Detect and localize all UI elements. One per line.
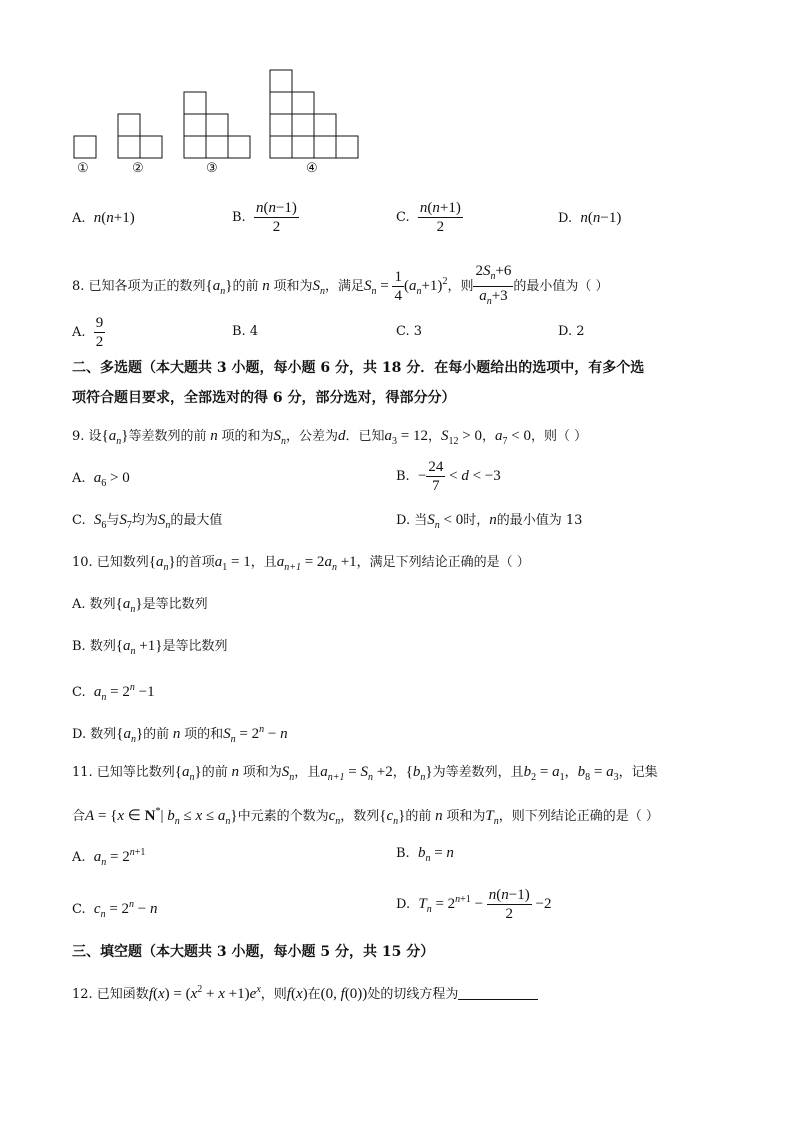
q11-option-b[interactable]: B. $b_n = n$ (396, 845, 454, 864)
q11-option-a[interactable]: A. $a_n = 2^{n+1}$ (72, 847, 146, 868)
section2-heading-line2: 项符合题目要求，全部选对的得 6 分，部分选对，得部分分） (72, 390, 456, 406)
q11-stem-line1: 11. 已知等比数列$\{a_n\}$的前 n 项和为$S_n$，且$a_{n+1} = S_n +2$，$\{b_n\}$为等差数列，且$b_2 = a_1$，$b_8 = a_3$，记集 (72, 764, 658, 783)
figure-1 (74, 136, 96, 158)
q8-option-a[interactable]: A. $\frac{9}{2}$ (72, 315, 104, 350)
q8-option-d[interactable]: D. 2 (558, 324, 585, 339)
q10-option-a[interactable]: A. 数列$\{a_n\}$是等比数列 (72, 596, 208, 615)
figure-label-4: ④ (306, 161, 318, 176)
q7-option-d[interactable]: D. n(n−1) (558, 210, 622, 226)
section3-heading: 三、填空题（本大题共 3 小题，每小题 5 分，共 15 分） (72, 944, 435, 960)
q10-stem: 10. 已知数列$\{a_n\}$的首项$a_1 = 1$，且$a_{n+1} = 2a_n +1$，满足下列结论正确的是（ ） (72, 554, 530, 573)
q11-stem-line2: 合A = {x ∈ N*| $b_n \le x \le a_n$}中元素的个数为$c_n$，数列$\{c_n\}$的前 n 项和为$T_n$，则下列结论正确的是（ ） (72, 806, 659, 827)
figure-3 (184, 92, 250, 158)
figure-label-2: ② (132, 161, 144, 176)
q9-option-a[interactable]: A. $a_6 > 0$ (72, 470, 130, 489)
q9-option-b[interactable]: B. − $\frac{24}{7}$ < d < −3 (396, 459, 501, 494)
figure-label-1: ① (77, 161, 89, 176)
q8-option-b[interactable]: B. 4 (232, 324, 259, 339)
q10-option-c[interactable]: C. $a_n = 2^n -1$ (72, 682, 155, 703)
staircase-figure (60, 60, 380, 185)
q9-option-c[interactable]: C. $S_6$与$S_7$均为$S_n$的最大值 (72, 512, 223, 531)
q10-option-b[interactable]: B. 数列$\{a_n +1\}$是等比数列 (72, 638, 228, 657)
q7-option-b[interactable]: B. $\frac{n(n-1)}{2}$ (232, 200, 297, 235)
figure-label-3: ③ (206, 161, 218, 176)
q7-option-c[interactable]: C. $\frac{n(n+1)}{2}$ (396, 200, 461, 235)
q12-stem: 12. 已知函数$f(x) = (x^2 + x +1)e^x$，则f(x)在(0, f(0))处的切线方程为 (72, 980, 538, 1005)
q10-option-d[interactable]: D. 数列$\{a_n\}$的前 n 项的和$S_n = 2^n - n$ (72, 724, 288, 745)
q8-stem: 8. 已知各项为正的数列$\{a_n\}$的前 n 项和为$S_n$，满足$S_n$ = $\frac{1}{4}$ $(a_n+1)^2$，则 $\frac{2S_n+6}{a_n+3}$ 的最小值为（ ） (72, 263, 609, 307)
q8-option-c[interactable]: C. 3 (396, 324, 423, 339)
q12-answer-blank[interactable] (458, 985, 538, 1000)
q11-option-c[interactable]: C. $c_n = 2^n - n$ (72, 899, 158, 920)
q11-option-d[interactable]: D. $T_n = 2^{n+1}$ − $\frac{n(n-1)}{2}$ −2 (396, 887, 552, 922)
q9-stem: 9. 设$\{a_n\}$等差数列的前 n 项的和为$S_n$，公差为d．已知$a_3 = 12$，$S_{12} > 0$，$a_7 < 0$，则（ ） (72, 428, 588, 447)
figure-2 (118, 114, 162, 158)
section2-heading-line1: 二、多选题（本大题共 3 小题，每小题 6 分，共 18 分．在每小题给出的选项中，有多个选 (72, 360, 645, 376)
q9-option-d[interactable]: D. 当$S_n < 0$时，n的最小值为 13 (396, 512, 583, 531)
figure-4 (270, 70, 358, 158)
q7-option-a[interactable]: A. n(n+1) (72, 210, 135, 226)
